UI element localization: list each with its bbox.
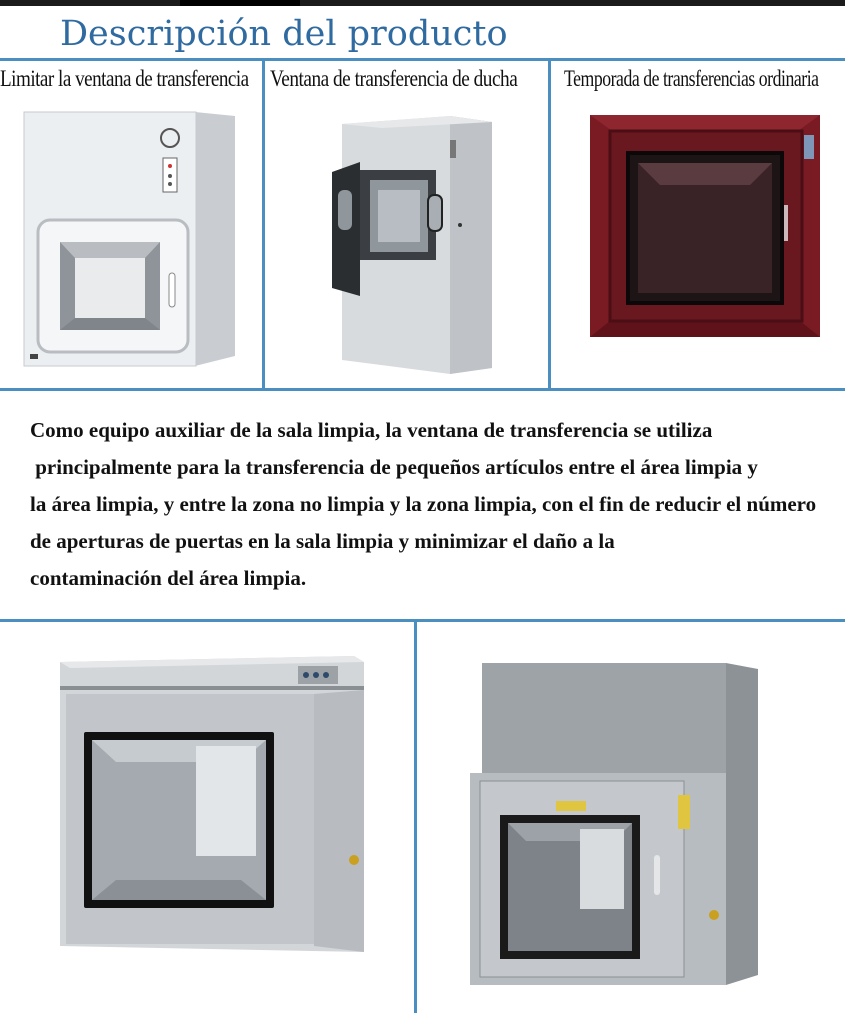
page-title: Descripción del producto bbox=[60, 14, 508, 54]
divider-vertical-1 bbox=[262, 58, 265, 390]
product-label-3: Temporada de transferencias ordinaria bbox=[564, 66, 819, 91]
product-label-1: Limitar la ventana de transferencia bbox=[0, 66, 249, 91]
divider-vertical-gallery bbox=[414, 619, 417, 1013]
stainless-pass-box-image bbox=[36, 650, 376, 970]
top-bar bbox=[0, 0, 845, 6]
description bbox=[30, 412, 830, 597]
air-shower-pass-box-image bbox=[320, 110, 500, 376]
stainless-interlock-pass-box-image bbox=[470, 655, 770, 993]
divider-vertical-2 bbox=[548, 58, 551, 390]
white-pass-box-image bbox=[20, 108, 240, 370]
red-pass-box-image bbox=[590, 115, 820, 337]
divider-top bbox=[0, 58, 845, 61]
divider-gallery bbox=[0, 619, 845, 622]
description-line-2: principalmente para la transferencia de pequeños artículos entre el área limpia y bbox=[30, 455, 758, 479]
product-label-2: Ventana de transferencia de ducha bbox=[270, 66, 518, 91]
description-line-5: contaminación del área limpia. bbox=[30, 566, 307, 590]
description-line-3: la área limpia, y entre la zona no limpia y la zona limpia, con el fin de reducir el número bbox=[30, 492, 817, 516]
description-line-4: de aperturas de puertas en la sala limpia y minimizar el daño a la bbox=[30, 529, 615, 553]
description-line-1: Como equipo auxiliar de la sala limpia, la ventana de transferencia se utiliza bbox=[30, 418, 713, 442]
divider-middle bbox=[0, 388, 845, 391]
top-bar-accent bbox=[180, 0, 300, 6]
